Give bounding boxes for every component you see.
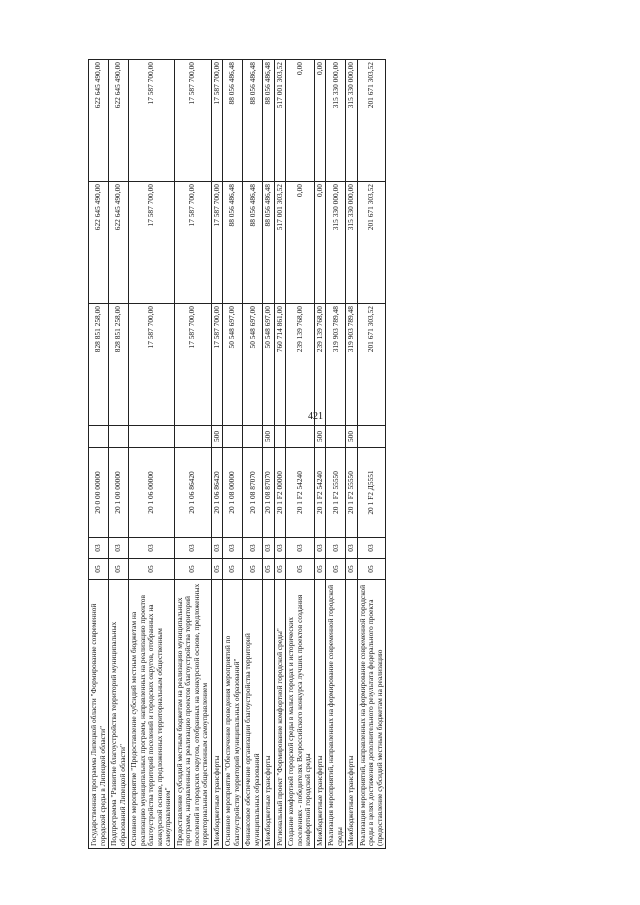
table-row [174, 60, 211, 849]
table-row [211, 60, 223, 849]
cell-amount-3: 517 001 303,52 [274, 60, 286, 182]
cell-section: 05 [314, 559, 326, 580]
cell-expense-type [286, 426, 315, 448]
rotated-page-content [88, 59, 558, 849]
table-row [274, 60, 286, 849]
cell-amount-3: 0,00 [314, 60, 326, 182]
cell-amount-2: 88 056 486,48 [263, 182, 275, 304]
cell-expense-type: 500 [314, 426, 326, 448]
cell-name: Реализация мероприятий, направленных на формирование современной городской среды [326, 580, 346, 849]
cell-expense-type [243, 426, 263, 448]
cell-expense-type: 500 [211, 426, 223, 448]
cell-section: 05 [223, 559, 243, 580]
cell-amount-1: 50 548 697,00 [263, 304, 275, 426]
cell-amount-1: 201 671 303,52 [357, 304, 386, 426]
cell-target-article: 20 1 F2 55550 [346, 448, 358, 538]
cell-subsection: 03 [263, 538, 275, 559]
cell-amount-1: 760 714 861,00 [274, 304, 286, 426]
cell-section: 05 [174, 559, 211, 580]
cell-amount-2: 517 001 303,52 [274, 182, 286, 304]
cell-subsection: 03 [243, 538, 263, 559]
cell-amount-1: 239 139 768,00 [314, 304, 326, 426]
cell-amount-1: 828 851 258,00 [109, 304, 129, 426]
cell-amount-3: 17 587 700,00 [211, 60, 223, 182]
cell-amount-2: 17 587 700,00 [211, 182, 223, 304]
cell-name: Основное мероприятие "Обеспечение проведения мероприятий по благоустройству территорий муниципальных образований" [223, 580, 243, 849]
cell-expense-type [129, 426, 175, 448]
cell-subsection: 03 [174, 538, 211, 559]
table-row [314, 60, 326, 849]
cell-expense-type: 500 [263, 426, 275, 448]
table-row [243, 60, 263, 849]
cell-amount-2: 0,00 [314, 182, 326, 304]
cell-amount-1: 17 587 700,00 [174, 304, 211, 426]
cell-expense-type [274, 426, 286, 448]
cell-name: Региональный проект "Формирование комфортной городской среды" [274, 580, 286, 849]
cell-subsection: 03 [326, 538, 346, 559]
cell-subsection: 03 [109, 538, 129, 559]
cell-target-article: 20 1 F2 55550 [326, 448, 346, 538]
cell-section: 05 [109, 559, 129, 580]
cell-name: Основное мероприятие "Предоставление субсидий местным бюджетам на реализацию муниципальных программ, направленных на реализацию проектов благоустройства территорий поселений и городских округов, отобранных на конкурсной основе, предложенных территориальным общественным самоуправлением" [129, 580, 175, 849]
cell-target-article: 20 1 08 87070 [263, 448, 275, 538]
cell-target-article: 20 1 06 00000 [129, 448, 175, 538]
cell-target-article: 20 1 08 00000 [223, 448, 243, 538]
table-row [263, 60, 275, 849]
table-row [357, 60, 386, 849]
cell-amount-3: 201 671 303,52 [357, 60, 386, 182]
cell-amount-1: 319 903 789,48 [346, 304, 358, 426]
cell-name: Межбюджетные трансферты [314, 580, 326, 849]
cell-amount-2: 622 645 490,00 [109, 182, 129, 304]
cell-amount-1: 17 587 700,00 [211, 304, 223, 426]
cell-subsection: 03 [274, 538, 286, 559]
budget-table-body [89, 60, 386, 849]
cell-amount-2: 17 587 700,00 [129, 182, 175, 304]
cell-section: 05 [286, 559, 315, 580]
table-row [109, 60, 129, 849]
table-row [286, 60, 315, 849]
cell-subsection: 03 [129, 538, 175, 559]
table-row [129, 60, 175, 849]
cell-amount-3: 315 330 000,00 [326, 60, 346, 182]
cell-target-article: 20 1 F2 54240 [314, 448, 326, 538]
cell-name: Подпрограмма "Развитие благоустройства территорий муниципальных образований Липецкой области" [109, 580, 129, 849]
table-row [326, 60, 346, 849]
cell-target-article: 20 1 F2 Д5551 [357, 448, 386, 538]
cell-section: 05 [263, 559, 275, 580]
cell-expense-type [89, 426, 109, 448]
cell-name: Межбюджетные трансферты [211, 580, 223, 849]
cell-target-article: 20 1 F2 54240 [286, 448, 315, 538]
cell-amount-1: 50 548 697,00 [243, 304, 263, 426]
cell-amount-3: 17 587 700,00 [129, 60, 175, 182]
table-row [346, 60, 358, 849]
cell-amount-2: 315 330 000,00 [346, 182, 358, 304]
page-number: 421 [308, 411, 323, 422]
cell-amount-1: 50 548 697,00 [223, 304, 243, 426]
cell-amount-3: 88 056 486,48 [243, 60, 263, 182]
cell-name: Государственная программа Липецкой области "Формирование современной городской среды в Липецкой области" [89, 580, 109, 849]
cell-amount-2: 201 671 303,52 [357, 182, 386, 304]
cell-target-article: 20 0 00 00000 [89, 448, 109, 538]
cell-section: 05 [89, 559, 109, 580]
cell-amount-2: 622 645 490,00 [89, 182, 109, 304]
cell-subsection: 03 [286, 538, 315, 559]
cell-amount-3: 17 587 700,00 [174, 60, 211, 182]
cell-amount-2: 17 587 700,00 [174, 182, 211, 304]
cell-section: 05 [326, 559, 346, 580]
cell-subsection: 03 [357, 538, 386, 559]
cell-subsection: 03 [89, 538, 109, 559]
cell-name: Создание комфортной городской среды в малых городах и исторических поселениях - победителях Всероссийского конкурса лучших проектов создания комфортной городской среды [286, 580, 315, 849]
cell-expense-type: 500 [346, 426, 358, 448]
table-row [89, 60, 109, 849]
cell-expense-type [223, 426, 243, 448]
cell-amount-3: 622 645 490,00 [109, 60, 129, 182]
cell-expense-type [109, 426, 129, 448]
cell-target-article: 20 1 06 86420 [211, 448, 223, 538]
cell-amount-2: 0,00 [286, 182, 315, 304]
cell-amount-2: 315 330 000,00 [326, 182, 346, 304]
cell-expense-type [357, 426, 386, 448]
cell-subsection: 03 [314, 538, 326, 559]
cell-target-article: 20 1 00 00000 [109, 448, 129, 538]
cell-name: Финансовое обеспечение организации благоустройства территорий муниципальных образований [243, 580, 263, 849]
cell-amount-3: 0,00 [286, 60, 315, 182]
cell-amount-3: 315 330 000,00 [346, 60, 358, 182]
cell-amount-3: 88 056 486,48 [263, 60, 275, 182]
cell-name: Межбюджетные трансферты [346, 580, 358, 849]
cell-amount-2: 88 056 486,48 [223, 182, 243, 304]
cell-section: 05 [346, 559, 358, 580]
cell-amount-2: 88 056 486,48 [243, 182, 263, 304]
cell-amount-3: 622 645 490,00 [89, 60, 109, 182]
cell-expense-type [174, 426, 211, 448]
cell-name: Предоставление субсидий местным бюджетам на реализацию муниципальных программ, направленных на реализацию проектов благоустройства территорий поселений и городских округов, отобранных на конкурсной основе, предложенных территориальным общественным самоуправлением [174, 580, 211, 849]
cell-subsection: 03 [346, 538, 358, 559]
cell-section: 05 [243, 559, 263, 580]
cell-section: 05 [129, 559, 175, 580]
table-row [223, 60, 243, 849]
cell-target-article: 20 1 06 86420 [174, 448, 211, 538]
cell-expense-type [326, 426, 346, 448]
cell-section: 05 [274, 559, 286, 580]
cell-subsection: 03 [211, 538, 223, 559]
cell-target-article: 20 1 F2 00000 [274, 448, 286, 538]
cell-section: 05 [211, 559, 223, 580]
cell-amount-1: 239 139 768,00 [286, 304, 315, 426]
cell-amount-3: 88 056 486,48 [223, 60, 243, 182]
cell-amount-1: 319 903 789,48 [326, 304, 346, 426]
budget-table [88, 59, 386, 849]
cell-name: Межбюджетные трансферты [263, 580, 275, 849]
cell-section: 05 [357, 559, 386, 580]
cell-subsection: 03 [223, 538, 243, 559]
cell-name: Реализация мероприятий, направленных на формирование современной городской среды в целях достижения дополнительного результата федерального проекта (предоставление субсидий местным бюджетам на реализацию [357, 580, 386, 849]
cell-amount-1: 828 851 258,00 [89, 304, 109, 426]
cell-amount-1: 17 587 700,00 [129, 304, 175, 426]
cell-target-article: 20 1 08 87070 [243, 448, 263, 538]
